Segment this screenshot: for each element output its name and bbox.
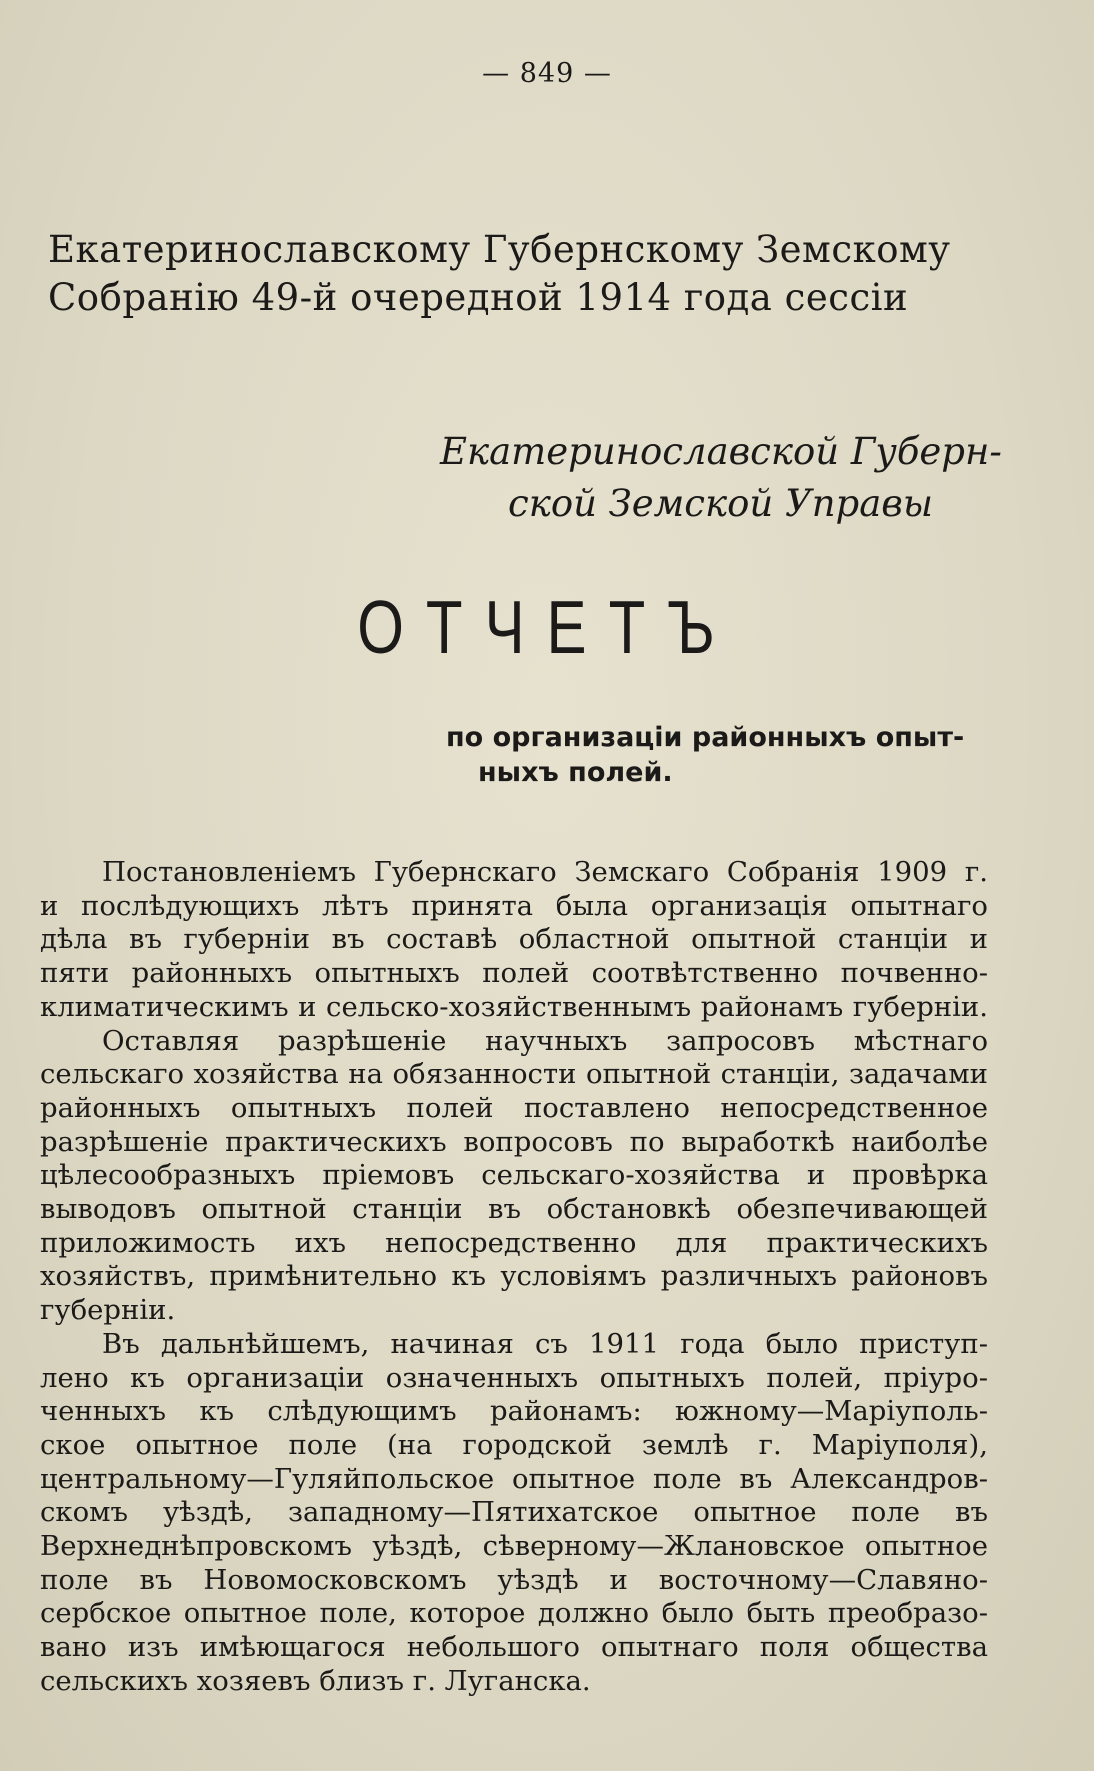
text-line: Верхнеднѣпровскомъ уѣздѣ, сѣверному—Жлановское опытное	[40, 1530, 988, 1563]
text-line: скомъ уѣздѣ, западному—Пятихатское опытное поле въ	[40, 1496, 988, 1529]
sender-heading	[440, 426, 1000, 530]
addressee-line: Собранію 49-й очередной 1914 года сессіи	[48, 276, 909, 319]
text-line: выводовъ опытной станціи въ обстановкѣ обезпечивающей	[40, 1193, 988, 1226]
sender-line: Екатеринославской Губерн-	[440, 430, 1002, 473]
text-line: приложимость ихъ непосредственно для практическихъ	[40, 1226, 988, 1259]
page-number: — 849 —	[482, 58, 612, 89]
body-text	[40, 856, 988, 1699]
text-line: Оставляя разрѣшеніе научныхъ запросовъ мѣстнаго	[102, 1024, 988, 1057]
text-line: сельскаго хозяйства на обязанности опытной станціи, задачами	[40, 1058, 988, 1091]
subtitle-line: ныхъ полей.	[478, 757, 673, 788]
addressee-line: Екатеринославскому Губернскому Земскому	[48, 228, 951, 271]
text-line: Въ дальнѣйшемъ, начиная съ 1911 года было приступ-	[102, 1327, 988, 1360]
text-line: поле въ Новомосковскомъ уѣздѣ и восточному—Славяно-	[40, 1563, 988, 1596]
text-line: центральному—Гуляйпольское опытное поле въ Александров-	[40, 1462, 988, 1495]
text-line: вано изъ имѣющагося небольшого опытнаго поля общества	[40, 1631, 988, 1664]
text-line: разрѣшеніе практическихъ вопросовъ по выработкѣ наиболѣе	[40, 1125, 988, 1158]
text-line: сельскихъ хозяевъ близъ г. Луганска.	[40, 1664, 591, 1697]
addressee-heading	[48, 226, 1048, 322]
text-line: Постановленіемъ Губернскаго Земскаго Собранія 1909 г.	[102, 856, 988, 888]
text-line: сербское опытное поле, которое должно было быть преобразо-	[40, 1597, 988, 1630]
text-line: районныхъ опытныхъ полей поставлено непосредственное	[40, 1091, 988, 1124]
text-line: климатическимъ и сельско-хозяйственнымъ районамъ губерніи.	[40, 990, 988, 1023]
sender-line: ской Земской Управы	[508, 482, 933, 525]
text-line: хозяйствъ, примѣнительно къ условіямъ различныхъ районовъ	[40, 1260, 988, 1293]
report-title: ОТЧЕТЪ	[357, 585, 737, 669]
text-line: губерніи.	[40, 1294, 176, 1327]
text-line: и послѣдующихъ лѣтъ принята была организація опытнаго	[40, 889, 988, 922]
text-line: дѣла въ губерніи въ составѣ областной опытной станціи и	[40, 923, 988, 956]
text-line: лено къ организаціи означенныхъ опытныхъ полей, пріуро-	[40, 1361, 988, 1394]
report-subtitle	[446, 720, 1006, 790]
subtitle-line: по организаціи районныхъ опыт-	[446, 722, 965, 753]
text-line: ченныхъ къ слѣдующимъ районамъ: южному—Маріуполь-	[40, 1395, 988, 1428]
text-line: пяти районныхъ опытныхъ полей соотвѣтственно почвенно-	[40, 957, 988, 990]
text-line: ское опытное поле (на городской землѣ г. Маріуполя),	[40, 1428, 988, 1461]
text-line: цѣлесообразныхъ пріемовъ сельскаго-хозяйства и провѣрка	[40, 1159, 988, 1192]
